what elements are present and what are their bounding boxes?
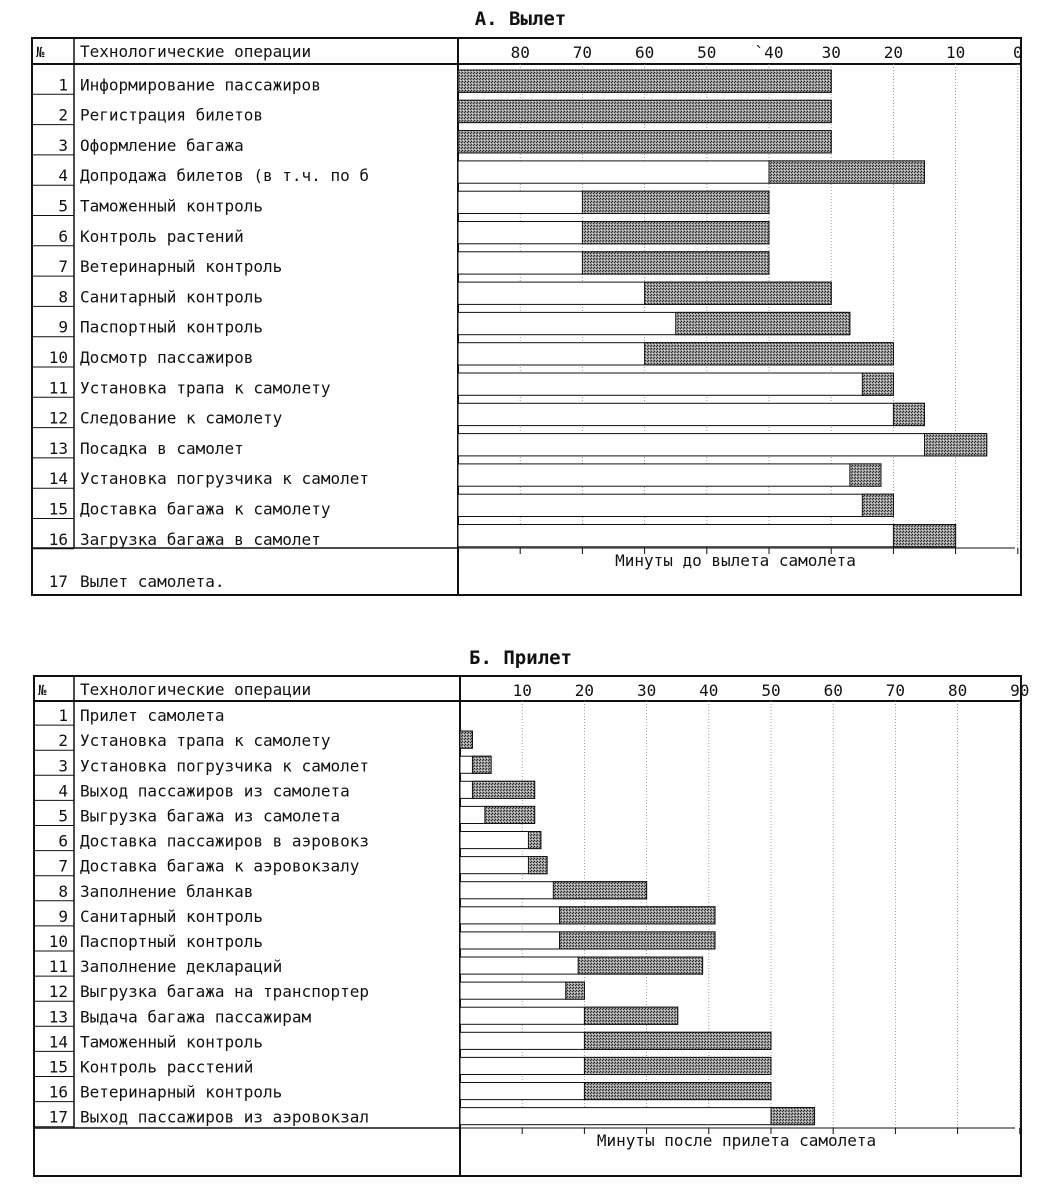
chart1-row-number: 8 [58,881,68,901]
chart0-row-number: 13 [48,438,68,458]
chart1-row-label: Доставка пассажиров в аэровокз [80,831,369,851]
chart0-row-label: Таможенный контроль [80,196,264,216]
chart1-tick-label: 90 [1010,681,1030,700]
chart0-row-label: Контроль растений [80,226,244,246]
chart0-tick-label: 10 [945,43,966,62]
chart0-row-label: Оформление багажа [80,135,244,155]
chart1-row-label: Контроль расстений [80,1057,254,1077]
chart-b-title: Б. Прилет [469,647,572,669]
chart1-bar-shaded [584,1083,771,1100]
chart1-row-label: Паспортный контроль [80,932,264,951]
chart1-row-label: Выход пассажиров из самолета [80,781,350,801]
chart0-row-label: Установка трапа к самолету [80,378,331,398]
chart1-tick-label: 70 [885,681,906,700]
chart1-bar-shaded [528,832,540,849]
chart0-tick-label: 60 [634,43,655,62]
chart1-bar-shaded [460,731,472,748]
chart1-row-number: 16 [48,1082,68,1102]
chart1-row-number: 17 [48,1107,68,1127]
chart0-tick-label: 30 [821,43,841,62]
chart1-row-label: Прилет самолета [80,706,225,726]
chart1-row-number: 13 [48,1007,68,1027]
chart1-bar-frame [460,1108,815,1125]
chart0-row-number: 3 [58,135,68,155]
chart1-bar-shaded [472,781,534,798]
chart1-bar-shaded [584,1032,771,1049]
chart1-row-label: Выгрузка багажа из самолета [80,806,341,826]
chart0-row-number: 6 [58,226,68,246]
chart0-tick-label: 70 [572,43,593,62]
chart0-row-number: 16 [48,529,68,549]
chart0-row-number: 2 [58,105,68,125]
chart1-row-label: Ветеринарный контроль [80,1082,283,1102]
chart0-tick-label: 20 [883,43,904,62]
chart1-row-label: Заполнение деклараций [80,957,283,977]
chart1-row-label: Выгрузка багажа на транспортер [80,982,369,1002]
chart1-row-label: Доставка багажа к аэровокзалу [80,856,360,876]
chart0-row-label: Посадка в самолет [80,438,244,458]
chart0-row-number: 8 [58,287,68,307]
chart0-row-number: 14 [48,469,68,489]
chart0-row-number: 11 [48,378,68,398]
chart0-row-label: Установка погрузчика к самолет [80,469,369,489]
chart1-row-number: 3 [58,756,68,776]
chart1-tick-label: 20 [574,681,595,700]
chart0-row-label: Паспортный контроль [80,317,264,337]
chart0-row-label: Допродажа билетов (в т.ч. по б [80,166,369,186]
chart0-row-label: Загрузка багажа в самолет [80,529,321,549]
chart1-row-number: 12 [48,982,68,1002]
chart0-row-number: 9 [58,317,68,337]
chart1-row-number: 9 [58,906,68,926]
chart0-tick-label: 0 [1012,43,1023,62]
chart1-row-label: Таможенный контроль [80,1032,264,1052]
chart1-bar-shaded [578,957,702,974]
chart1-tick-label: 50 [761,681,781,700]
chart1-row-number: 5 [58,806,68,826]
chart1-header-ops: Технологические операции [80,680,312,699]
chart0-footer-label: Вылет самолета. [80,572,225,591]
chart1-row-label: Выход пассажиров из аэровокзал [80,1107,369,1127]
chart1-row-number: 2 [58,731,68,751]
chart1-x-axis-label: Минуты после прилета самолета [596,1131,877,1150]
chart-a-title: А. Вылет [474,8,567,30]
chart1-row-number: 1 [58,706,68,726]
chart1-row-label: Санитарный контроль [80,906,264,926]
chart1-row-number: 11 [48,957,68,977]
chart1-bar-shaded [771,1108,815,1125]
chart1-row-label: Заполнение бланкав [80,881,254,901]
chart1-header-num: № [38,683,47,699]
chart1-tick-label: 30 [636,681,657,700]
chart0-row-label: Регистрация билетов [80,105,264,125]
chart0-tick-label: 80 [510,43,530,62]
chart1-bar-shaded [560,907,716,924]
chart0-row-label: Досмотр пассажиров [80,348,254,367]
chart0-x-axis-label: Минуты до вылета самолета [615,551,856,570]
chart0-row-number: 4 [58,166,68,186]
chart1-bar-shaded [485,806,535,823]
chart1-bar-shaded [553,882,646,899]
chart0-footer-number: 17 [48,572,68,591]
chart1-row-number: 7 [58,856,68,876]
chart1-bar-shaded [584,1057,771,1074]
chart0-header-ops: Технологические операции [80,42,312,61]
chart1-tick-label: 10 [512,681,532,700]
chart1-tick-label: 80 [947,681,968,700]
chart0-row-number: 12 [48,408,68,428]
chart1-row-label: Установка трапа к самолету [80,731,331,751]
chart0-row-label: Доставка багажа к самолету [80,499,331,519]
chart0-row-label: Информирование пассажиров [80,75,321,95]
chart0-row-number: 5 [58,196,68,216]
chart0-tick-label: `40 [754,43,784,62]
chart0-row-number: 7 [58,257,68,277]
chart1-bar-shaded [584,1007,677,1024]
chart1-row-number: 14 [48,1032,68,1052]
chart1-row-number: 10 [48,932,68,951]
chart0-header-num: № [36,45,45,61]
chart0-row-number: 10 [48,348,68,367]
chart1-tick-label: 40 [699,681,719,700]
chart1-bar-shaded [560,932,716,949]
chart1-bar-shaded [528,857,547,874]
chart1-row-number: 4 [58,781,68,801]
chart1-row-label: Выдача багажа пассажирам [80,1007,312,1027]
chart1-bar-shaded [566,982,585,999]
chart1-row-number: 15 [48,1057,68,1077]
chart0-row-number: 1 [58,75,68,95]
chart1-bar-shaded [472,756,491,773]
chart1-tick-label: 60 [823,681,843,700]
chart0-row-number: 15 [48,499,68,519]
chart0-row-label: Санитарный контроль [80,287,264,307]
chart0-tick-label: 50 [697,43,717,62]
chart0-row-label: Ветеринарный контроль [80,257,283,277]
chart0-row-label: Следование к самолету [80,408,283,428]
chart1-row-number: 6 [58,831,68,851]
chart1-row-label: Установка погрузчика к самолет [80,756,369,776]
